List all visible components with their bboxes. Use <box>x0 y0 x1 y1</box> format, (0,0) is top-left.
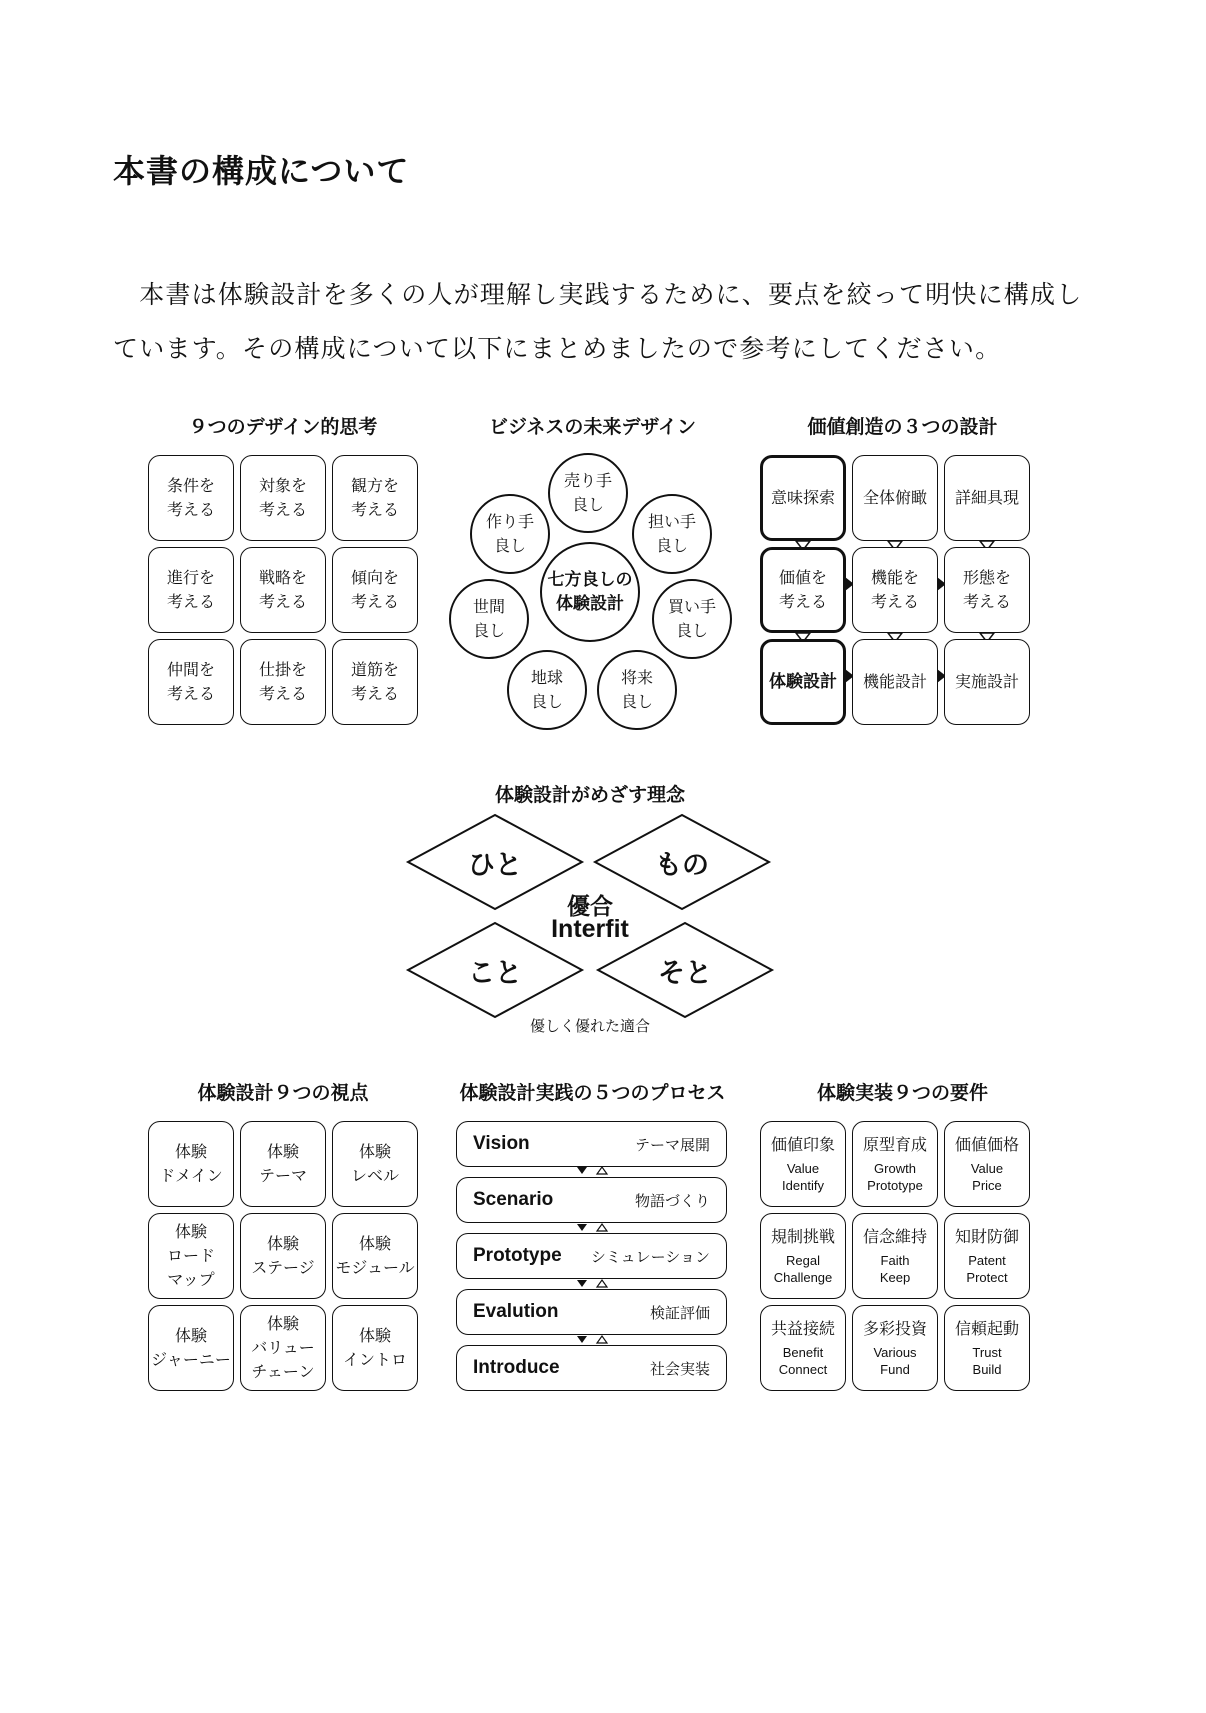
view-cell: 体験 テーマ <box>240 1121 326 1207</box>
process-step-en: Prototype <box>473 1245 562 1266</box>
requirement-jp: 規制挑戦 <box>770 1227 835 1246</box>
requirement-en: Value Identify <box>782 1161 824 1193</box>
diamond-label-koto: こと <box>468 958 522 989</box>
requirements-grid <box>760 1121 1030 1391</box>
arrow-down-icon <box>577 1336 587 1343</box>
arrow-up-icon <box>597 1280 607 1287</box>
requirement-en: Regal Challenge <box>773 1253 833 1285</box>
process-step-prototype <box>456 1233 727 1279</box>
intro-paragraph: 本書は体験設計を多くの人が理解し実践するために、要点を絞って明快に構成しています。その構成について以下にまとめましたので参考にしてください。 <box>113 280 1083 363</box>
requirement-cell <box>760 1305 846 1391</box>
thinking-cell: 仕掛を 考える <box>240 639 326 725</box>
requirement-en: Value Price <box>970 1161 1004 1193</box>
requirement-cell <box>852 1213 938 1299</box>
circle-society: 世間 良し <box>449 579 529 659</box>
diamond-label-soto: そと <box>658 958 712 989</box>
thinking-cell: 観方を 考える <box>332 455 418 541</box>
thinking-cell: 仲間を 考える <box>148 639 234 725</box>
view-cell: 体験 ステージ <box>240 1213 326 1299</box>
value-cell-value: 価値を 考える <box>760 547 846 633</box>
arrow-down-icon <box>577 1167 587 1174</box>
value-cell-meaning: 意味探索 <box>760 455 846 541</box>
view-cell: 体験 レベル <box>332 1121 418 1207</box>
value-cell-experience-design: 体験設計 <box>760 639 846 725</box>
process-step-scenario <box>456 1177 727 1223</box>
requirement-jp: 信頼起動 <box>954 1319 1019 1338</box>
ideal-title: 体験設計がめざす理念 <box>494 784 685 806</box>
diamond-label-mono: もの <box>655 850 709 881</box>
requirement-en: Faith Keep <box>879 1253 911 1285</box>
center-circle: 七方良しの 体験設計 <box>540 542 640 642</box>
nine-thinking-title: ９つのデザイン的思考 <box>188 416 378 438</box>
requirement-cell <box>944 1213 1030 1299</box>
requirement-cell <box>944 1121 1030 1207</box>
circle-earth: 地球 良し <box>507 650 587 730</box>
ideal-center-en: Interfit <box>551 915 629 943</box>
process-step-en: Vision <box>473 1133 530 1154</box>
nine-views-grid <box>148 1121 418 1391</box>
nine-views-title: 体験設計９つの視点 <box>197 1082 369 1104</box>
ideal-caption: 優しく優れた適合 <box>529 1017 650 1035</box>
requirement-jp: 価値価格 <box>954 1135 1019 1154</box>
circle-seller: 売り手 良し <box>548 453 628 533</box>
arrow-up-icon <box>597 1167 607 1174</box>
requirement-cell <box>852 1305 938 1391</box>
process-step-en: Evalution <box>473 1301 559 1322</box>
circle-buyer: 買い手 良し <box>652 579 732 659</box>
arrow-down-icon <box>577 1224 587 1231</box>
value-cell-implementation-design: 実施設計 <box>944 639 1030 725</box>
requirement-cell <box>760 1213 846 1299</box>
value-cell-detail: 詳細具現 <box>944 455 1030 541</box>
thinking-cell: 道筋を 考える <box>332 639 418 725</box>
thinking-cell: 条件を 考える <box>148 455 234 541</box>
requirement-cell <box>760 1121 846 1207</box>
nine-thinking-grid <box>148 455 418 725</box>
process-step-en: Introduce <box>473 1357 560 1378</box>
circle-maker: 作り手 良し <box>470 494 550 574</box>
process-title: 体験設計実践の５つのプロセス <box>459 1082 726 1104</box>
requirement-cell <box>944 1305 1030 1391</box>
circle-future: 将来 良し <box>597 650 677 730</box>
process-step-jp: シミュレーション <box>590 1247 710 1266</box>
thinking-cell: 進行を 考える <box>148 547 234 633</box>
ideal-center-jp: 優合 <box>567 894 613 920</box>
process-step-en: Scenario <box>473 1189 554 1210</box>
process-step-jp: テーマ展開 <box>634 1135 710 1154</box>
requirement-jp: 原型育成 <box>862 1135 927 1154</box>
diamond-label-hito: ひと <box>468 850 522 881</box>
requirement-jp: 知財防御 <box>954 1227 1019 1246</box>
value-cell-overview: 全体俯瞰 <box>852 455 938 541</box>
circle-bearer: 担い手 良し <box>632 494 712 574</box>
view-cell: 体験 モジュール <box>332 1213 418 1299</box>
value-cell-form: 形態を 考える <box>944 547 1030 633</box>
process-step-jp: 社会実装 <box>649 1359 710 1378</box>
view-cell: 体験 ロード マップ <box>148 1213 234 1299</box>
thinking-cell: 傾向を 考える <box>332 547 418 633</box>
arrow-up-icon <box>597 1336 607 1343</box>
requirement-jp: 共益接続 <box>770 1319 835 1338</box>
thinking-cell: 対象を 考える <box>240 455 326 541</box>
requirement-jp: 多彩投資 <box>862 1319 927 1338</box>
requirement-en: Patent Protect <box>966 1253 1008 1285</box>
requirements-title: 体験実装９つの要件 <box>816 1082 988 1104</box>
value-cell-function: 機能を 考える <box>852 547 938 633</box>
page-title: 本書の構成について <box>113 152 410 190</box>
requirement-en: Growth Prototype <box>867 1161 923 1193</box>
requirement-jp: 価値印象 <box>770 1135 835 1154</box>
future-design-title: ビジネスの未来デザイン <box>488 416 697 438</box>
value-cell-function-design: 機能設計 <box>852 639 938 725</box>
value-design-title: 価値創造の３つの設計 <box>807 416 998 438</box>
process-step-jp: 検証評価 <box>649 1303 710 1322</box>
view-cell: 体験 イントロ <box>332 1305 418 1391</box>
requirement-cell <box>852 1121 938 1207</box>
process-step-introduce <box>456 1345 727 1391</box>
requirement-en: Various Fund <box>873 1345 917 1377</box>
arrow-up-icon <box>597 1224 607 1231</box>
requirement-en: Trust Build <box>972 1345 1002 1377</box>
process-step-vision <box>456 1121 727 1167</box>
process-step-evaluation <box>456 1289 727 1335</box>
view-cell: 体験 ドメイン <box>148 1121 234 1207</box>
requirement-jp: 信念維持 <box>862 1227 927 1246</box>
thinking-cell: 戦略を 考える <box>240 547 326 633</box>
requirement-en: Benefit Connect <box>778 1345 828 1377</box>
view-cell: 体験 バリュー チェーン <box>240 1305 326 1391</box>
arrow-down-icon <box>577 1280 587 1287</box>
view-cell: 体験 ジャーニー <box>148 1305 234 1391</box>
process-step-jp: 物語づくり <box>634 1191 710 1210</box>
